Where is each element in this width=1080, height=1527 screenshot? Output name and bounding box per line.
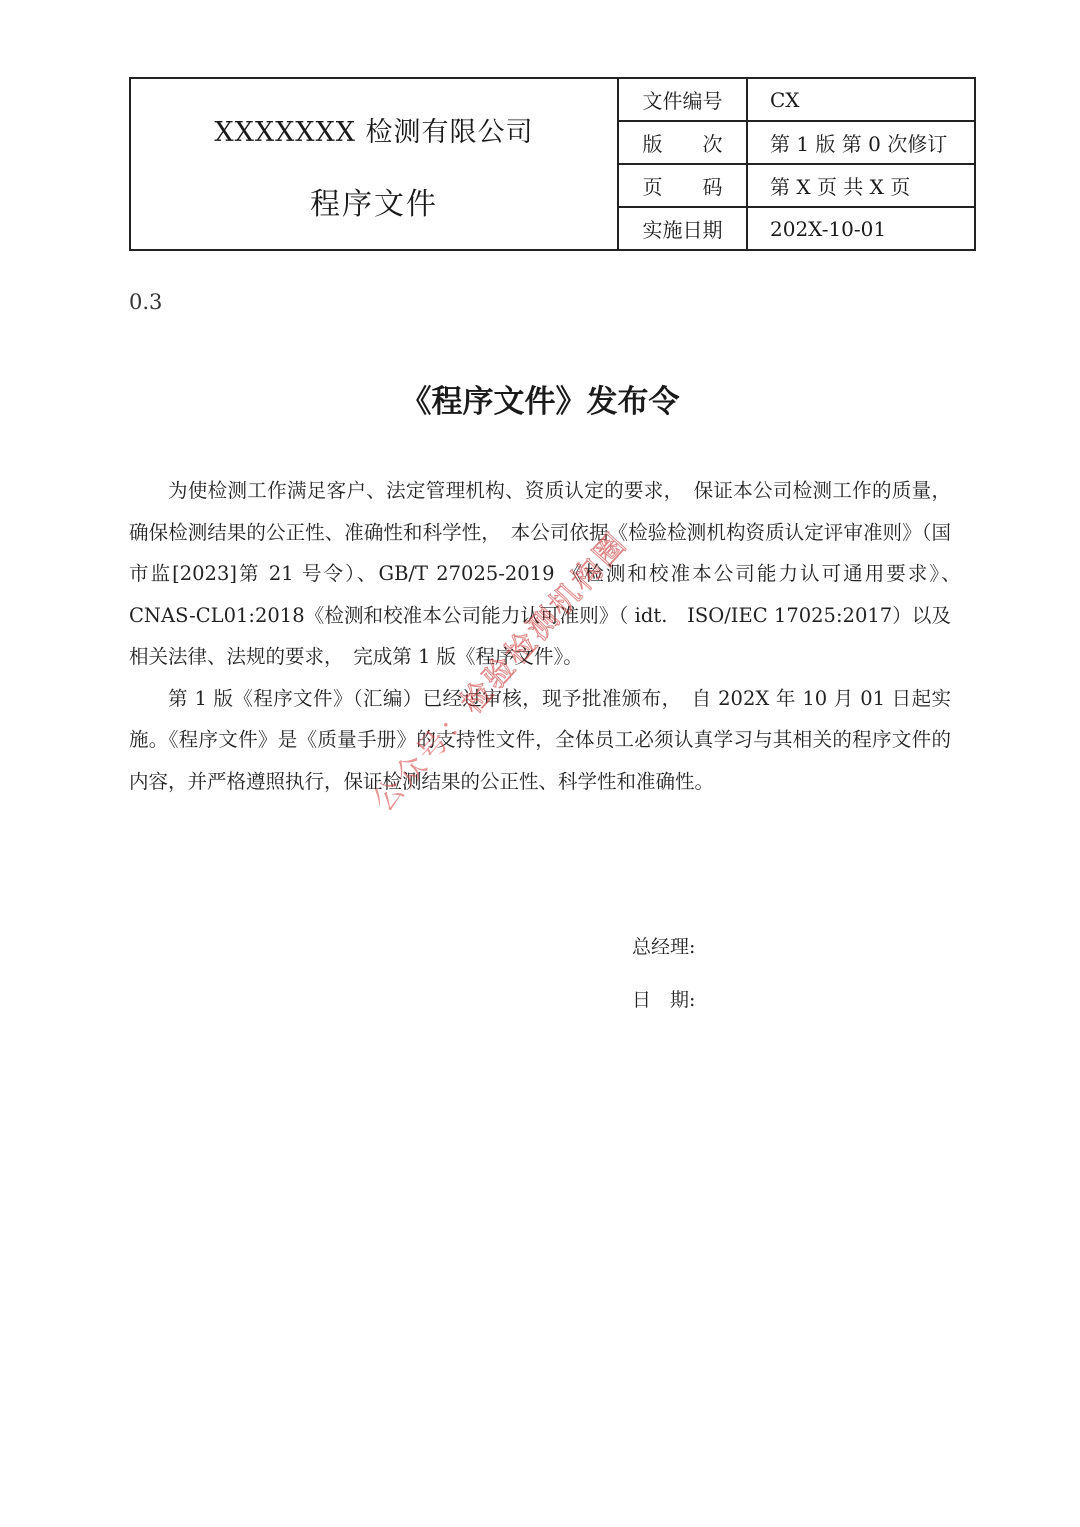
edition-value: 第 1 版 第 0 次修订 [747,121,975,164]
paragraph-2: 第 1 版《程序文件》（汇编）已经过审核，现予批准颁布， 自 202X 年 10 月 01 日起实施。《程序文件》是《质量手册》的支持性文件，全体员工必须认真学习与其相关的程序文件的内容，并严格遵照执行，保证检测结果的公正性、科学性和准确性。 [129,686,951,793]
effective-date-value: 202X-10-01 [747,207,975,250]
watermark-name: 检验检测机构圈 [454,525,635,721]
file-number-value: CX [747,78,975,121]
file-number-label: 文件编号 [618,78,747,121]
company-name: XXXXXXX 检测有限公司 [214,116,534,148]
date-label: 日 期: [632,989,696,1011]
effective-date-label: 实施日期 [618,207,747,250]
document-header-table [129,77,976,251]
page-value: 第 X 页 共 X 页 [747,164,975,207]
doc-type: 程序文件 [310,186,438,222]
company-cell [130,78,618,250]
watermark-prefix: 公众号： [365,697,481,819]
edition-label: 版 次 [618,121,747,164]
general-manager-label: 总经理: [632,936,696,958]
paragraph-1: 为使检测工作满足客户、法定管理机构、资质认定的要求， 保证本公司检测工作的质量，确保检测结果的公正性、准确性和科学性， 本公司依据《检验检测机构资质认定评审准则》（国市监[2023]第 21 号令）、GB/T 27025-2019 《检测和校准本公司能力认可通用要求》、 CNAS-CL01:2018《检测和校准本公司能力认可准则》（ idt. ISO/IEC 17025:2017）以及相关法律、法规的要求， 完成第 1 版《程序文件》。 [129,479,971,668]
page-label: 页 码 [618,164,747,207]
section-number: 0.3 [129,290,163,314]
page-title: 《程序文件》发布令 [400,384,680,420]
